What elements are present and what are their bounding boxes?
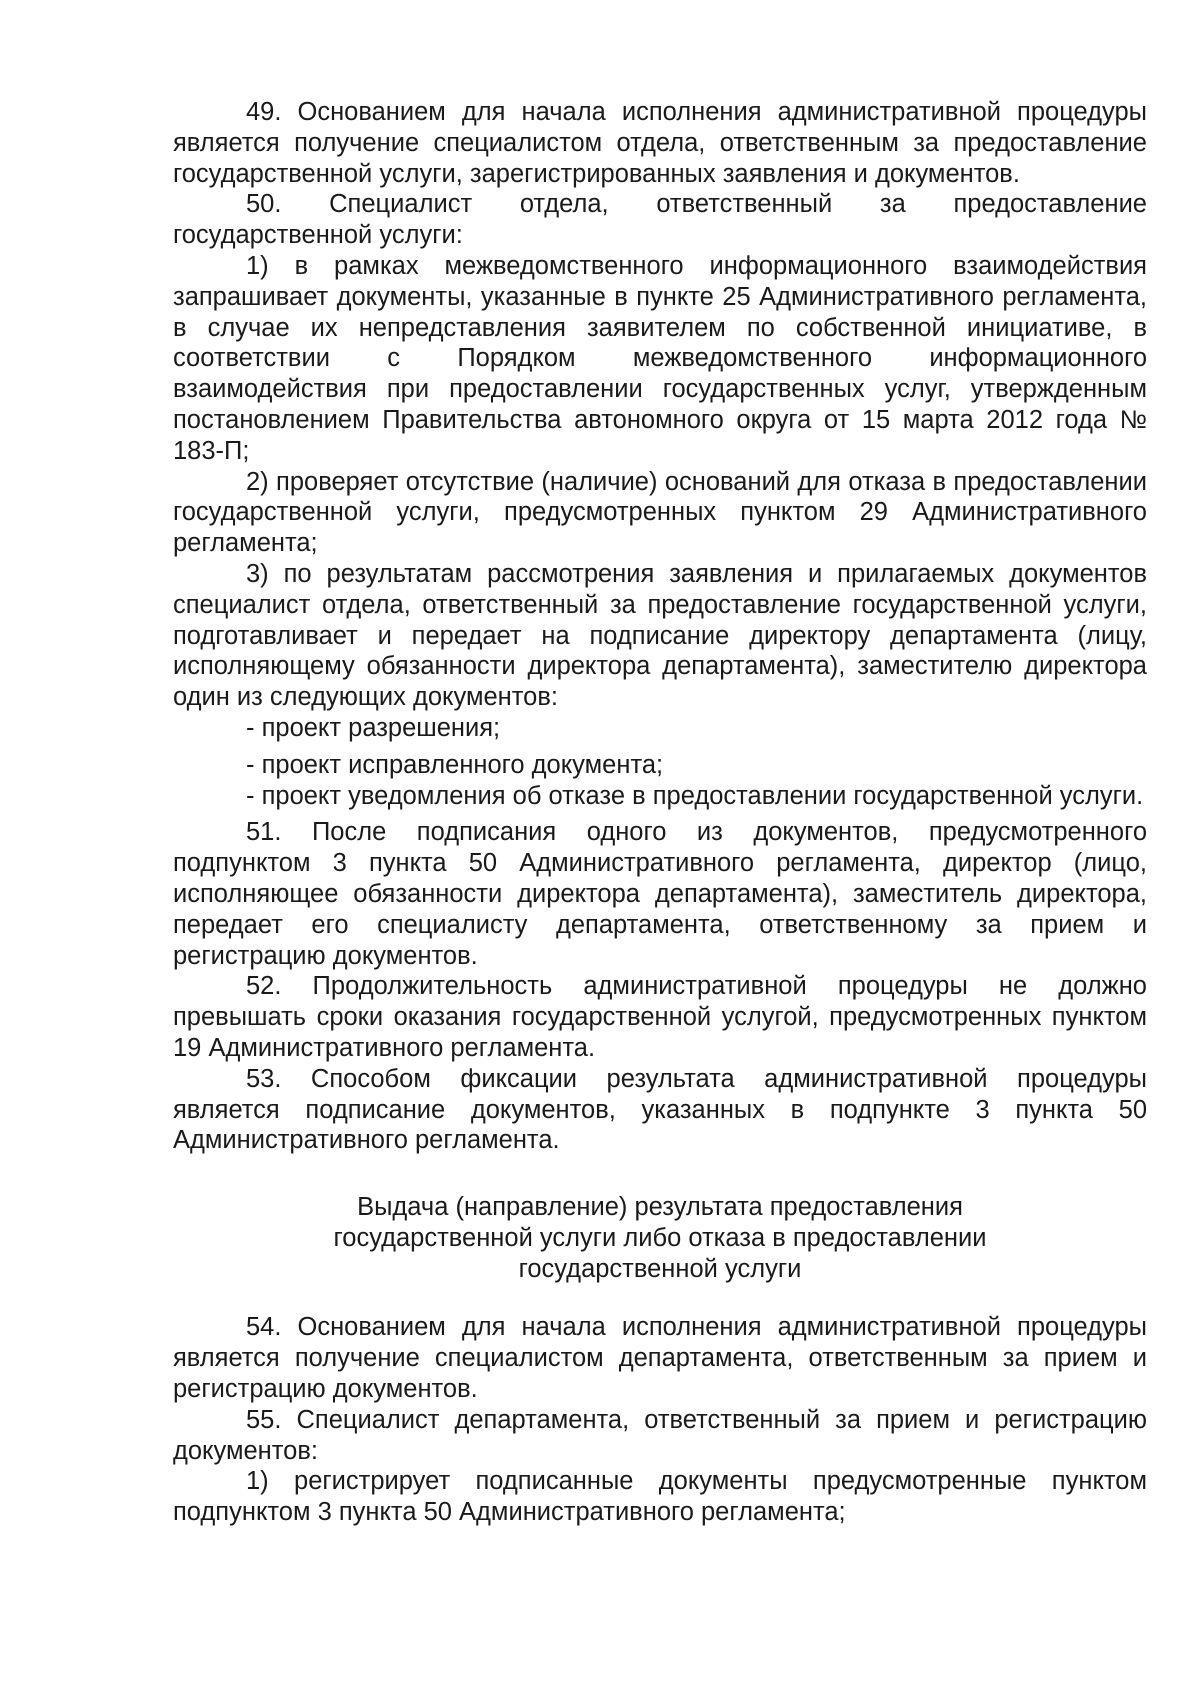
- list-item-draft-permit: - проект разрешения;: [246, 713, 501, 742]
- section-heading: Выдача (направление) результата предоставления государственной услуги либо отказа в предоставлении государственной услуги: [333, 1193, 987, 1283]
- list-item-draft-refusal-notice: - проект уведомления об отказе в предоставлении государственной услуги.: [246, 781, 1144, 810]
- paragraph-54: 54. Основанием для начала исполнения административной процедуры является получение специалистом департамента, ответственным за прием и регистрацию документов.: [173, 1313, 1147, 1404]
- paragraph-50: 50. Специалист отдела, ответственный за предоставление государственной услуги:: [173, 190, 1147, 250]
- document-body: [173, 97, 1147, 1528]
- paragraph-51: 51. После подписания одного из документов, предусмотренного подпунктом 3 пункта 50 Административного регламента, директор (лицо, исполняющее обязанности директора департамента), заместитель директора, передает его специалисту департамента, ответственному за прием и регистрацию документов.: [173, 818, 1147, 970]
- paragraph-50-item-2: 2) проверяет отсутствие (наличие) оснований для отказа в предоставлении государственной услуги, предусмотренных пунктом 29 Административного регламента;: [173, 467, 1147, 558]
- paragraph-55-item-1: 1) регистрирует подписанные документы предусмотренные пунктом подпунктом 3 пункта 50 Административного регламента;: [173, 1467, 1147, 1527]
- paragraph-52: 52. Продолжительность административной процедуры не должно превышать сроки оказания государственной услугой, предусмотренных пунктом 19 Административного регламента.: [173, 972, 1147, 1062]
- paragraph-53: 53. Способом фиксации результата административной процедуры является подписание документов, указанных в подпункте 3 пункта 50 Административного регламента.: [173, 1064, 1147, 1155]
- list-item-draft-corrected-document: - проект исправленного документа;: [246, 750, 664, 779]
- paragraph-50-item-3: 3) по результатам рассмотрения заявления и прилагаемых документов специалист отдела, ответственный за предоставление государственной услуги, подготавливает и передает на подписание директору департамента (лицу, исполняющему обязанности директора департамента), заместителю директора один из следующих документов:: [173, 559, 1147, 712]
- paragraph-50-item-1: 1) в рамках межведомственного информационного взаимодействия запрашивает документы, указанные в пункте 25 Административного регламента, в случае их непредставления заявителем по собственной инициативе, в соответствии с Порядком межведомственного информационного взаимодействия при предоставлении государственных услуг, утвержденным постановлением Правительства автономного округа от 15 марта 2012 года № 183-П;: [173, 251, 1147, 465]
- paragraph-55: 55. Специалист департамента, ответственный за прием и регистрацию документов:: [173, 1405, 1147, 1465]
- paragraph-49: 49. Основанием для начала исполнения административной процедуры является получение специалистом отдела, ответственным за предоставление государственной услуги, зарегистрированных заявления и документов.: [173, 98, 1147, 188]
